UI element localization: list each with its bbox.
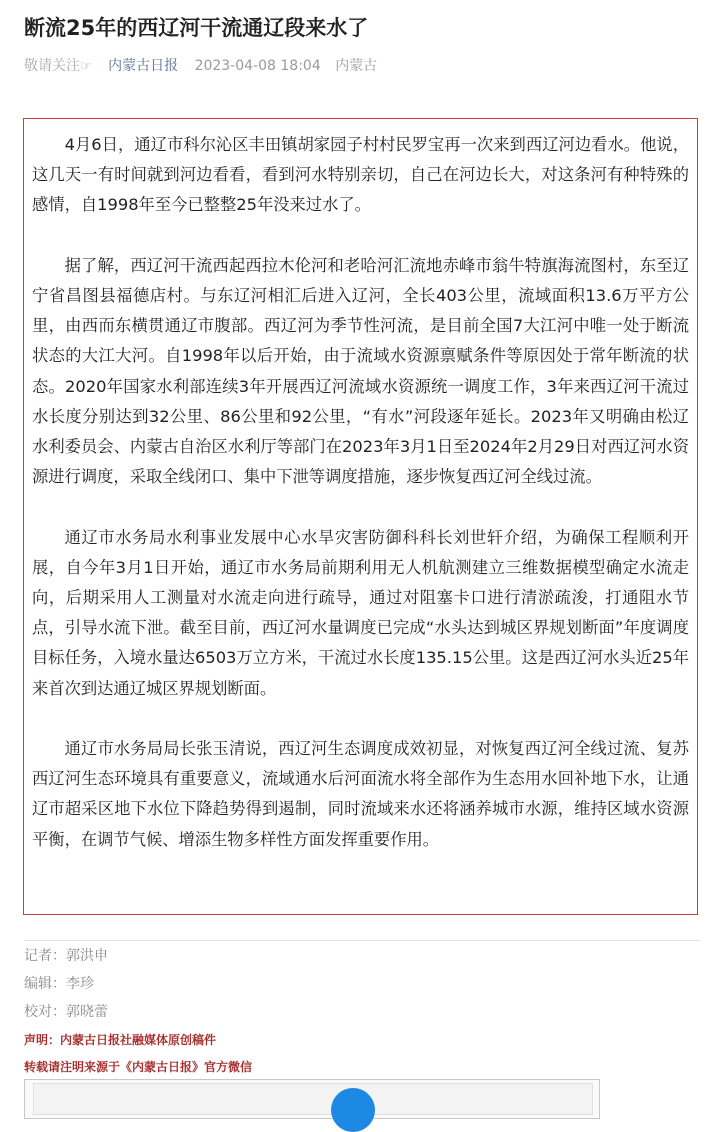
copyright-statement: 声明：内蒙古日报社融媒体原创稿件 <box>24 1033 217 1047</box>
paragraph-3: 通辽市水务局水利事业发展中心水旱灾害防御科科长刘世轩介绍，为确保工程顺利开展，自今年3月1日开始，通辽市水务局前期利用无人机航测建立三维数据模型确定水流走向，后期采用人工测量对水流走向进行疏导，通过对阻塞卡口进行清淤疏浚，打通阻水节点，引导水流下泄。截至目前，西辽河水量调度已完成“水头达到城区界规划断面”年度调度目标任务，入境水量达6503万立方米，干流过水长度135.15公里。这是西辽河水头近25年来首次到达通辽城区界规划断面。 <box>32 527 689 698</box>
proofreader-name: 郭晓蕾 <box>66 1004 108 1020</box>
pointing-hand-icon: ☞ <box>80 59 92 74</box>
publish-location: 内蒙古 <box>335 58 378 74</box>
reporter-label: 记者： <box>24 948 66 964</box>
reporter-name: 郭洪申 <box>66 948 108 964</box>
paragraph-2: 据了解，西辽河干流西起西拉木伦河和老哈河汇流地赤峰市翁牛特旗海流图村，东至辽宁省昌图县福德店村。与东辽河相汇后进入辽河，全长403公里，流域面积13.6万平方公里，由西而东横贯通辽市腹部。西辽河为季节性河流，是目前全国7大江河中唯一处于断流状态的大江大河。自1998年以后开始，由于流域水资源禀赋条件等原因处于常年断流的状态。2020年国家水利部连续3年开展西辽河流域水资源统一调度工作，3年来西辽河干流过水长度分别达到32公里、86公里和92公里，“有水”河段逐年延长。2023年又明确由松辽水利委员会、内蒙古自治区水利厅等部门在2023年3月1日至2024年2月29日对西辽河水资源进行调度，采取全线闭口、集中下泄等调度措施，逐步恢复西辽河全线过流。 <box>32 255 689 487</box>
article-title: 断流25年的西辽河干流通辽段来水了 <box>24 16 369 40</box>
proofreader-credit <box>24 1002 108 1022</box>
proofreader-label: 校对： <box>24 1004 66 1020</box>
article-meta <box>24 56 377 76</box>
paragraph-4: 通辽市水务局局长张玉清说，西辽河生态调度成效初显，对恢复西辽河全线过流、复苏西辽河生态环境具有重要意义，流域通水后河面流水将全部作为生态用水回补地下水，让通辽市超采区地下水位下降趋势得到遏制，同时流域来水还将涵养城市水源，维持区域水资源平衡，在调节气候、增添生物多样性方面发挥重要作用。 <box>32 739 689 849</box>
account-card[interactable] <box>24 1079 600 1119</box>
article-body <box>23 118 698 915</box>
reporter-credit <box>24 946 108 966</box>
editor-credit <box>24 974 94 994</box>
follow-text[interactable]: 敬请关注 <box>24 58 80 74</box>
reprint-notice: 转载请注明来源于《内蒙古日报》官方微信 <box>24 1060 253 1074</box>
source-account-link[interactable]: 内蒙古日报 <box>108 58 179 74</box>
editor-label: 编辑： <box>24 976 66 992</box>
paragraph-1: 4月6日，通辽市科尔沁区丰田镇胡家园子村村民罗宝再一次来到西辽河边看水。他说，这几天一有时间就到河边看看，看到河水特别亲切，自己在河边长大，对这条河有种特殊的感情，自1998年至今已整整25年没来过水了。 <box>32 135 689 215</box>
credits-divider <box>24 940 700 941</box>
editor-name: 李珍 <box>66 976 94 992</box>
publish-datetime: 2023-04-08 18:04 <box>194 58 321 74</box>
account-card-inner <box>33 1083 593 1115</box>
